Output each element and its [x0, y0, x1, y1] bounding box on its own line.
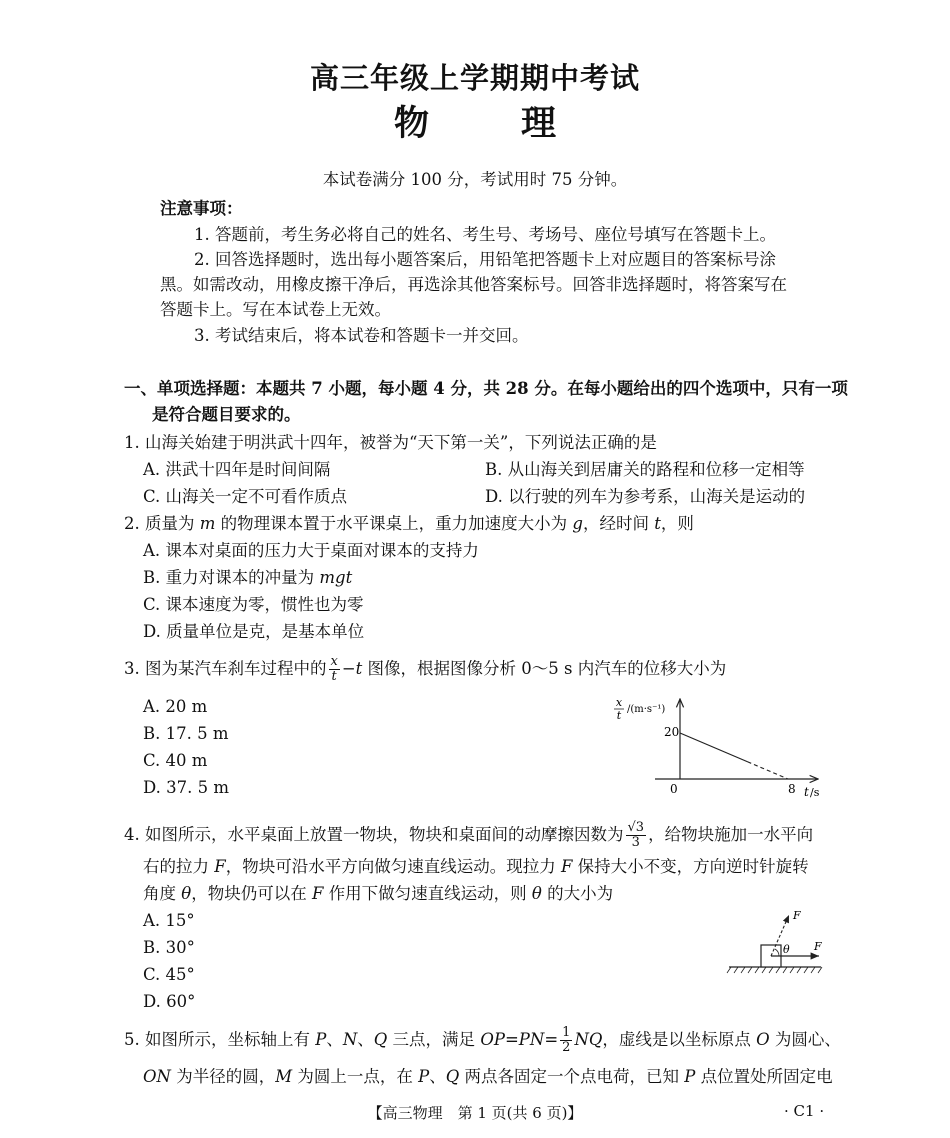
q3-xlabel: t [804, 785, 809, 799]
q4-diagram [725, 905, 835, 975]
q4-line2-text-3: 保持大小不变，方向逆时针旋转 [572, 857, 809, 876]
q3-ylabel-num: x [615, 696, 623, 709]
q4-label-theta: θ [783, 943, 790, 956]
q3-series-dashed [748, 762, 789, 779]
q3-option-d: D. 37. 5 m [143, 778, 230, 797]
q4-label-f-horizontal: F [814, 940, 822, 953]
q2-stem-text-1: 2. 质量为 [124, 514, 200, 533]
q3-fraction [329, 655, 340, 684]
q5-sep-1: 、 [326, 1030, 343, 1049]
q3-xlabel-unit: /s [810, 786, 820, 799]
q4-var-f-3: F [311, 884, 324, 903]
q4-var-f-2: F [560, 857, 573, 876]
q4-line2-text-1: 右的拉力 [143, 857, 215, 876]
q4-line3-text-2: ，物块仍可以在 [191, 884, 312, 903]
q3-option-c: C. 40 m [143, 751, 208, 770]
subject-char-2: 理 [521, 103, 557, 144]
q2-stem-text-2: 的物理课本置于水平课桌上，重力加速度大小为 [215, 514, 573, 533]
q2-stem-text-3: ，经时间 [582, 514, 655, 533]
q4-var-f-1: F [214, 857, 226, 876]
q5-var-op: OP [480, 1030, 505, 1049]
q3-frac-den: t [331, 669, 337, 684]
page-footer: 【高三物理 第 1 页(共 6 页)】 [367, 1104, 583, 1122]
notice-heading: 注意事项： [160, 199, 243, 218]
q3-option-a: A. 20 m [143, 697, 208, 716]
q5-eq-2: = [544, 1030, 559, 1049]
q3-x-tick-8: 8 [788, 782, 796, 796]
q4-line3-text-3: 作用下做匀速直线运动，则 [323, 884, 532, 903]
q3-option-b: B. 17. 5 m [143, 724, 229, 743]
q5-var-p-3: P [684, 1067, 696, 1086]
q3-origin: 0 [670, 782, 678, 796]
q2-var-m: m [199, 514, 216, 533]
q5-sep-2: 、 [357, 1030, 374, 1049]
q2-option-b [143, 565, 352, 591]
q4-label-f-rotated: F [793, 909, 801, 922]
q5-var-n: N [342, 1030, 358, 1049]
q5-var-m: M [275, 1067, 293, 1086]
q2-var-t: t [654, 514, 661, 533]
q5-sep-3: 、 [429, 1067, 446, 1086]
q3-frac-num: x [330, 654, 338, 669]
q3-chart [610, 695, 835, 805]
q5-var-o: O [756, 1030, 770, 1049]
footer-code: · C1 · [784, 1102, 825, 1120]
q4-stem-line-1 [124, 820, 813, 850]
q5-stem-line-1 [124, 1025, 841, 1055]
q4-option-a: A. 15° [143, 911, 195, 930]
exam-title: 高三年级上学期期中考试 [309, 61, 640, 95]
notice-item-1: 1. 答题前，考生务必将自己的姓名、考生号、考场号、座位号填写在答题卡上。 [194, 225, 776, 244]
q4-var-theta-2: θ [531, 884, 542, 903]
notice-item-2-line-1: 2. 回答选择题时，选出每小题答案后，用铅笔把答题卡上对应题目的答案标号涂 [194, 250, 776, 269]
subject-title [0, 96, 950, 146]
q3-stem [124, 655, 726, 684]
q5-frac-den: 2 [562, 1040, 571, 1055]
subject-char-1: 物 [393, 103, 429, 144]
q5-line2-text-3: 两点各固定一个点电荷，已知 [459, 1067, 685, 1086]
q2-option-d: D. 质量单位是克，是基本单位 [143, 622, 365, 641]
q5-line1-text-1: 5. 如图所示，坐标轴上有 [124, 1030, 316, 1049]
q3-stem-text-1: 3. 图为某汽车刹车过程中的 [124, 659, 327, 678]
q4-table-hatch [727, 967, 822, 973]
q4-line3-text-1: 角度 [143, 884, 182, 903]
q1-option-c: C. 山海关一定不可看作质点 [143, 487, 348, 506]
q3-series-solid [680, 733, 748, 762]
q2-option-a: A. 课本对桌面的压力大于桌面对课本的支持力 [143, 541, 479, 560]
q4-fraction [626, 821, 647, 850]
q1-stem: 1. 山海关始建于明洪武十四年，被誉为“天下第一关”，下列说法正确的是 [124, 433, 657, 452]
q1-option-b: B. 从山海关到居庸关的路程和位移一定相等 [485, 460, 805, 479]
q2-option-c: C. 课本速度为零，惯性也为零 [143, 595, 364, 614]
q5-line1-text-3: ，虚线是以坐标原点 [602, 1030, 757, 1049]
q5-stem-line-2 [143, 1064, 833, 1090]
q5-var-pn: PN [518, 1030, 545, 1049]
q5-var-q-2: Q [445, 1067, 460, 1086]
q4-line1-text-2: ，给物块施加一水平向 [648, 825, 814, 844]
q3-ylabel-den: t [616, 709, 622, 722]
q3-stem-text-2: 图像，根据图像分析 0～5 s 内汽车的位移大小为 [362, 659, 727, 678]
q5-line1-text-2: 三点，满足 [387, 1030, 481, 1049]
q2-stem [124, 511, 694, 537]
q4-line2-text-2: ，物块可沿水平方向做匀速直线运动。现拉力 [225, 857, 561, 876]
q2-stem-text-4: ，则 [660, 514, 694, 533]
q5-eq-1: = [504, 1030, 519, 1049]
q4-stem-line-2 [143, 854, 809, 880]
q5-var-nq: NQ [574, 1030, 603, 1049]
notice-item-3: 3. 考试结束后，将本试卷和答题卡一并交回。 [194, 326, 529, 345]
q4-var-theta-1: θ [181, 884, 192, 903]
q5-var-on: ON [143, 1067, 171, 1086]
q5-var-p-2: P [418, 1067, 430, 1086]
q4-frac-den: 3 [631, 835, 640, 850]
q4-frac-num: √3 [627, 820, 645, 835]
q4-option-c: C. 45° [143, 965, 195, 984]
notice-item-2-line-3: 答题卡上。写在本试卷上无效。 [160, 300, 391, 319]
q4-line3-text-4: 的大小为 [541, 884, 614, 903]
section-heading-line-2: 是符合题目要求的。 [152, 405, 301, 424]
q5-line2-text-2: 为圆上一点，在 [292, 1067, 419, 1086]
q5-var-q: Q [373, 1030, 388, 1049]
q5-var-p: P [315, 1030, 327, 1049]
q3-var-t: t [355, 659, 363, 678]
q3-minus: − [341, 659, 356, 678]
q4-option-d: D. 60° [143, 992, 196, 1011]
q5-frac-num: 1 [562, 1025, 571, 1040]
q4-line1-text-1: 4. 如图所示，水平桌面上放置一物块，物块和桌面间的动摩擦因数为 [124, 825, 624, 844]
notice-item-2-line-2: 黑。如需改动，用橡皮擦干净后，再选涂其他答案标号。回答非选择题时，将答案写在 [160, 275, 787, 294]
q2-option-b-expr: mgt [319, 568, 353, 587]
exam-info: 本试卷满分 100 分，考试用时 75 分钟。 [322, 170, 628, 189]
q5-fraction [560, 1026, 572, 1055]
q1-option-a: A. 洪武十四年是时间间隔 [143, 460, 331, 479]
q1-option-d: D. 以行驶的列车为参考系，山海关是运动的 [485, 487, 806, 506]
q2-option-b-text: B. 重力对课本的冲量为 [143, 568, 320, 587]
q3-y-tick-20: 20 [664, 725, 680, 739]
q5-line2-text-1: 为半径的圆， [170, 1067, 276, 1086]
q4-stem-line-3 [143, 881, 613, 907]
q5-line2-text-4: 点位置处所固定电 [695, 1067, 833, 1086]
q2-var-g: g [572, 514, 583, 533]
section-heading-line-1: 一、单项选择题：本题共 7 小题，每小题 4 分，共 28 分。在每小题给出的四个选项中，只有一项 [124, 379, 848, 398]
q5-line1-text-4: 为圆心、 [769, 1030, 841, 1049]
q4-option-b: B. 30° [143, 938, 195, 957]
q3-ylabel-unit: /(m·s⁻¹) [627, 704, 666, 715]
